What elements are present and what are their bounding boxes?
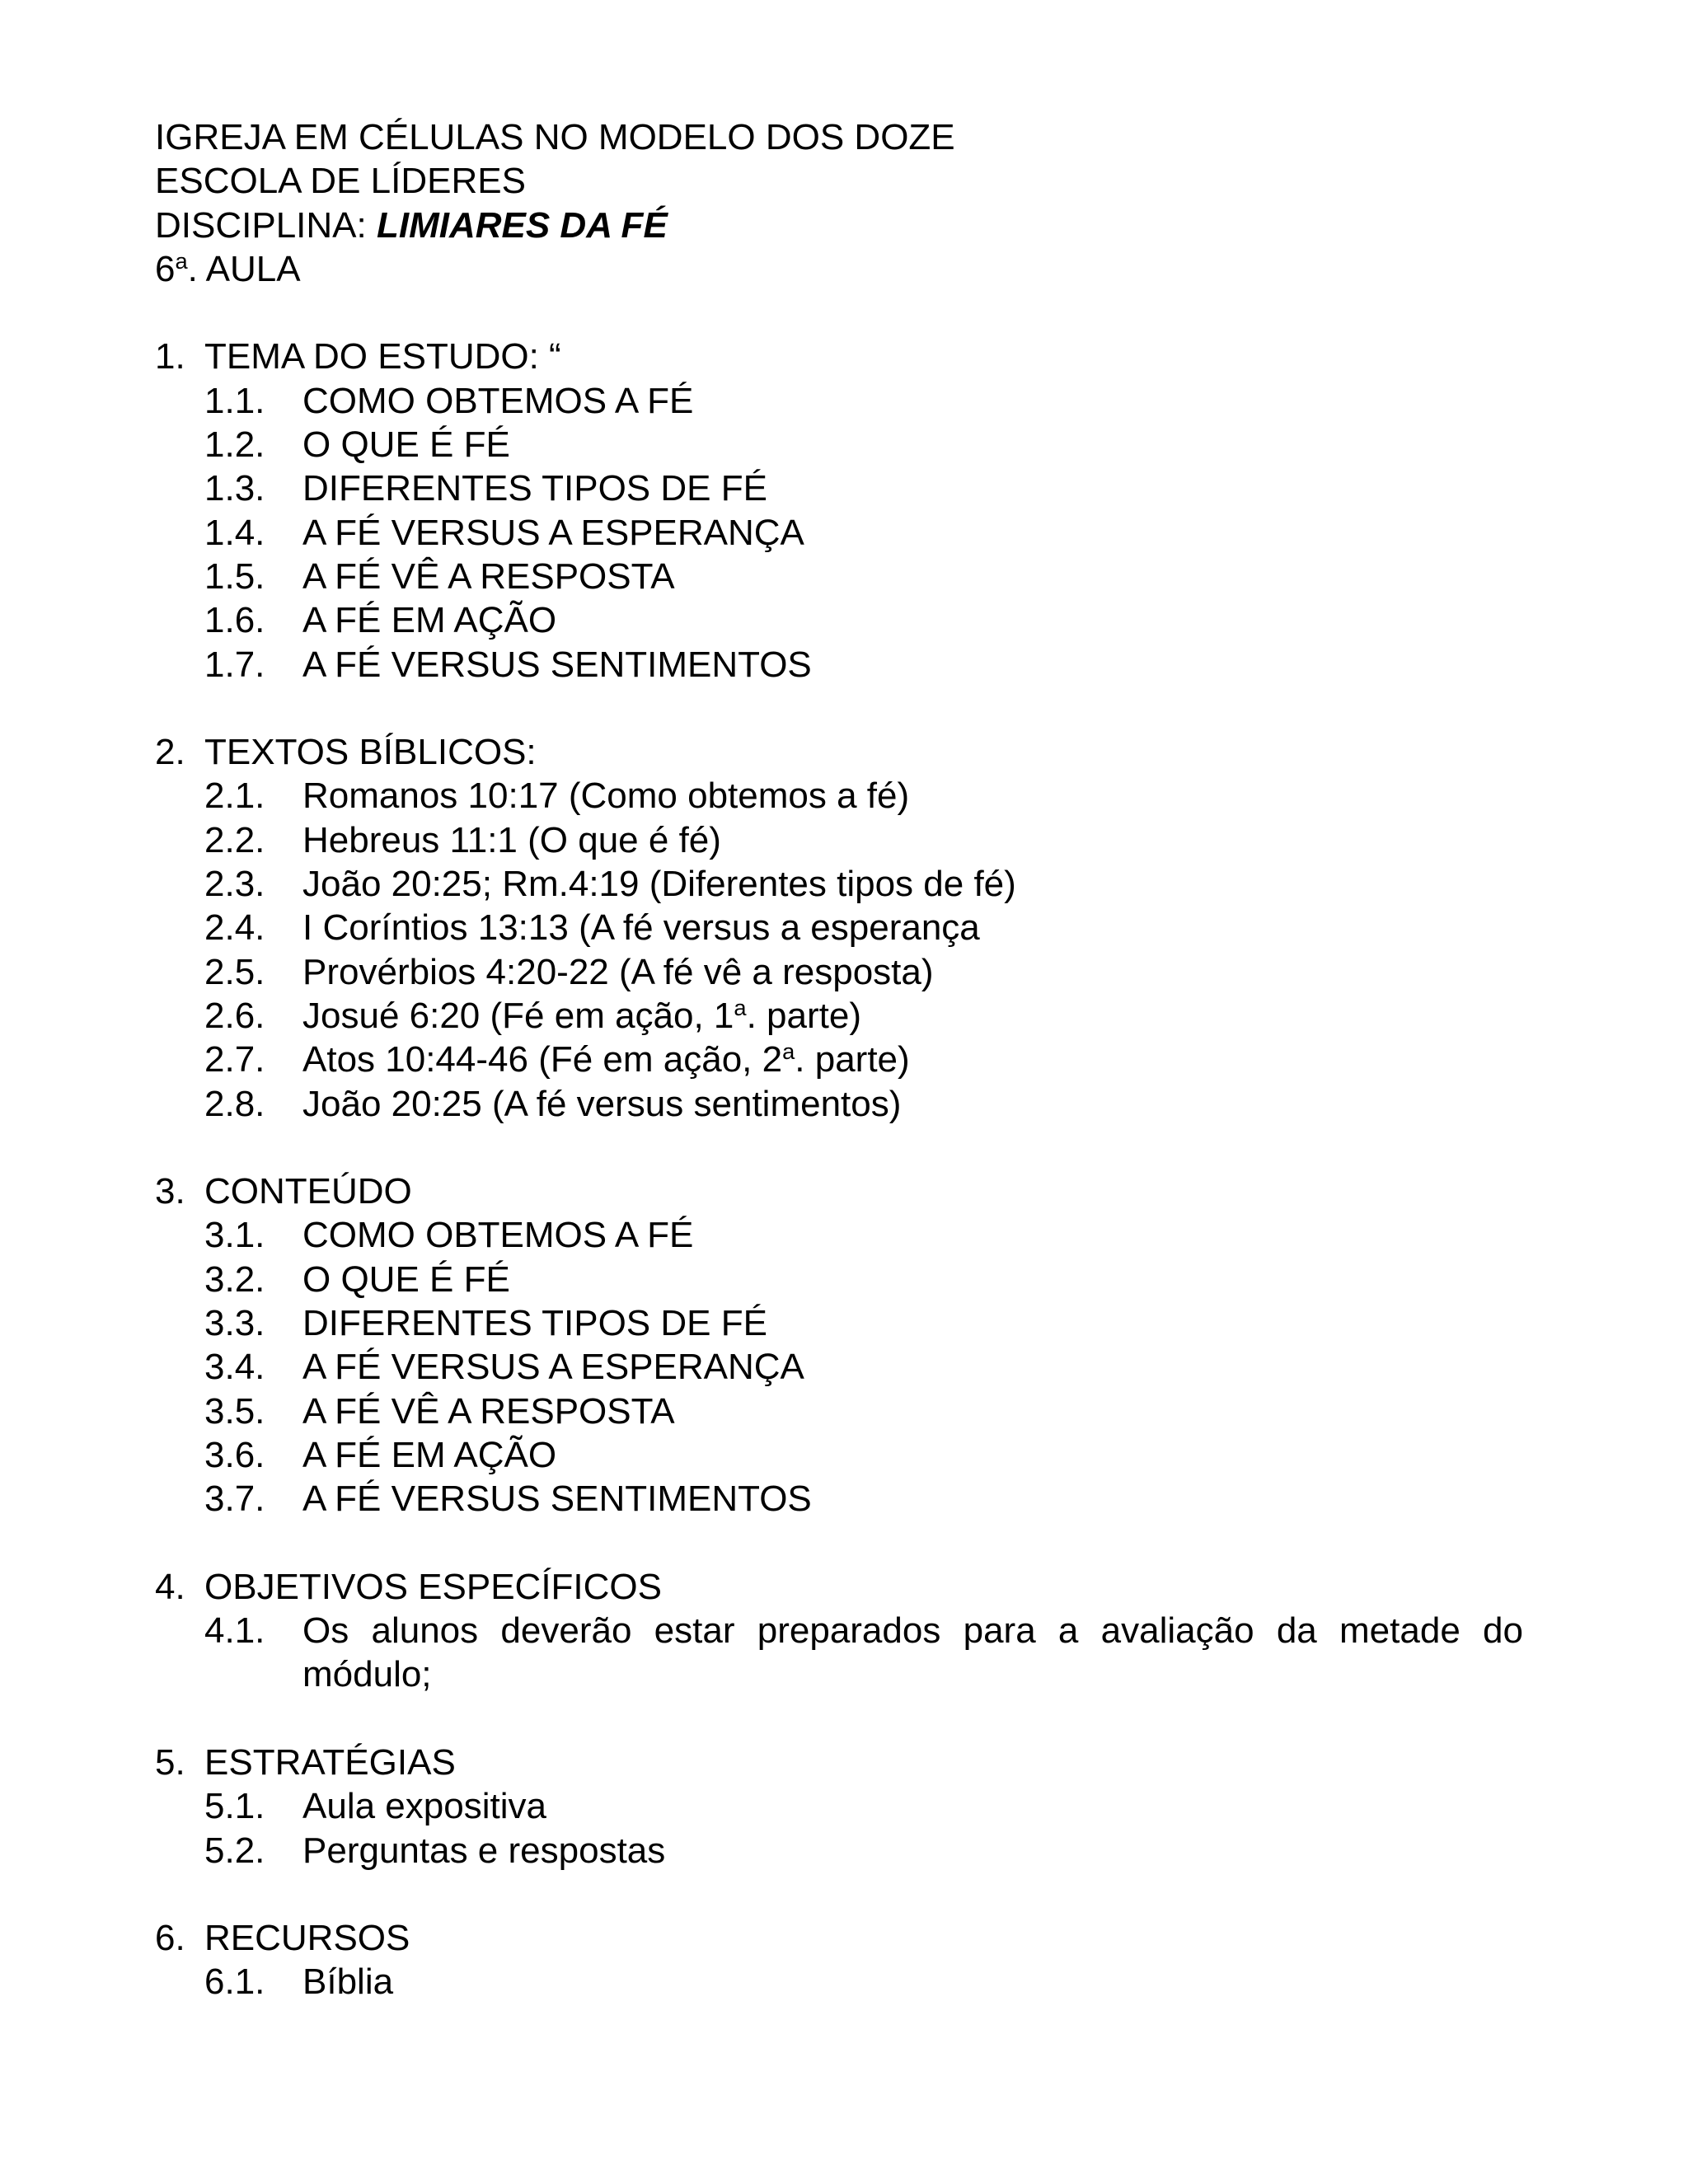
- item-text: A FÉ VERSUS SENTIMENTOS: [302, 1479, 812, 1520]
- item-text: A FÉ EM AÇÃO: [302, 600, 557, 641]
- section-number: 2.: [155, 732, 185, 773]
- list-item: [204, 1038, 1523, 1081]
- item-text: O QUE É FÉ: [302, 424, 510, 466]
- item-number: 2.6.: [204, 995, 265, 1036]
- section-title: ESTRATÉGIAS: [204, 1741, 456, 1783]
- item-number: 1.7.: [204, 644, 265, 685]
- list-item: [204, 774, 1523, 818]
- list-item: [204, 1301, 1523, 1345]
- item-text: João 20:25; Rm.4:19 (Diferentes tipos de fé): [302, 864, 1016, 905]
- list-item: [204, 1390, 1523, 1433]
- item-number: 3.5.: [204, 1390, 265, 1432]
- discipline-name: LIMIARES DA FÉ: [376, 204, 668, 246]
- item-text-post: . parte): [746, 995, 861, 1036]
- item-text: A FÉ VERSUS SENTIMENTOS: [302, 644, 812, 685]
- item-text: COMO OBTEMOS A FÉ: [302, 1215, 694, 1256]
- section-heading: [155, 1741, 1523, 1784]
- item-text: Aula expositiva: [302, 1786, 546, 1827]
- item-text: I Coríntios 13:13 (A fé versus a esperança: [302, 907, 980, 949]
- list-item: [204, 466, 1523, 510]
- section-number: 3.: [155, 1171, 185, 1212]
- list-item: [204, 1258, 1523, 1301]
- section-title: TEXTOS BÍBLICOS:: [204, 732, 537, 773]
- section-heading: [155, 1565, 1523, 1609]
- section-number: 1.: [155, 336, 185, 377]
- item-text: [302, 994, 1523, 1038]
- list-item: [204, 1345, 1523, 1389]
- item-text-pre: Josué 6:20 (Fé em ação, 1: [302, 995, 734, 1036]
- item-number: 3.3.: [204, 1303, 265, 1344]
- section-number: 5.: [155, 1741, 185, 1783]
- church-name: IGREJA EM CÉLULAS NO MODELO DOS DOZE: [155, 117, 955, 157]
- item-text: [302, 1038, 1523, 1081]
- list-item: [204, 1213, 1523, 1257]
- item-text: Perguntas e respostas: [302, 1830, 666, 1871]
- item-number: 1.6.: [204, 600, 265, 641]
- item-text: Bíblia: [302, 1961, 394, 2003]
- item-text: A FÉ VERSUS A ESPERANÇA: [302, 1347, 804, 1388]
- item-text: DIFERENTES TIPOS DE FÉ: [302, 1303, 767, 1344]
- list-item: [204, 511, 1523, 555]
- item-number: 1.3.: [204, 468, 265, 509]
- section-title: OBJETIVOS ESPECÍFICOS: [204, 1566, 663, 1607]
- list-item: [204, 598, 1523, 642]
- item-ordinal: a: [734, 994, 747, 1020]
- list-item: [204, 1829, 1523, 1872]
- list-item: [204, 818, 1523, 862]
- section-heading: [155, 1169, 1523, 1213]
- lesson-suffix: . AULA: [187, 248, 301, 289]
- item-ordinal: a: [782, 1038, 795, 1065]
- item-number: 2.7.: [204, 1039, 265, 1080]
- item-number: 1.1.: [204, 380, 265, 421]
- item-number: 2.8.: [204, 1083, 265, 1124]
- section-heading: [155, 335, 1523, 378]
- item-text-post: . parte): [795, 1039, 910, 1080]
- item-text: DIFERENTES TIPOS DE FÉ: [302, 468, 767, 509]
- list-item: [204, 1960, 1523, 2004]
- section-heading: [155, 1916, 1523, 1960]
- item-text: Provérbios 4:20-22 (A fé vê a resposta): [302, 951, 934, 992]
- item-text: A FÉ VERSUS A ESPERANÇA: [302, 512, 804, 553]
- section-number: 4.: [155, 1566, 185, 1607]
- discipline-line: [155, 204, 1523, 247]
- item-number: 2.4.: [204, 907, 265, 949]
- item-number: 1.5.: [204, 555, 265, 597]
- item-text: A FÉ VÊ A RESPOSTA: [302, 1390, 675, 1432]
- section-title: RECURSOS: [204, 1918, 410, 1959]
- item-number: 1.2.: [204, 424, 265, 466]
- item-text: Os alunos deverão estar preparados para a avaliação da metade do módulo;: [302, 1610, 1523, 1695]
- list-item: [204, 1784, 1523, 1828]
- discipline-label: DISCIPLINA:: [155, 204, 377, 246]
- item-text: A FÉ EM AÇÃO: [302, 1434, 557, 1475]
- item-number: 3.1.: [204, 1215, 265, 1256]
- list-item: [204, 950, 1523, 994]
- item-number: 5.2.: [204, 1830, 265, 1871]
- list-item: [204, 1609, 1523, 1697]
- list-item: [204, 862, 1523, 906]
- list-item: [204, 1433, 1523, 1477]
- list-item: [204, 1477, 1523, 1521]
- item-number: 6.1.: [204, 1961, 265, 2003]
- lesson-ordinal: a: [175, 247, 188, 274]
- item-text: Romanos 10:17 (Como obtemos a fé): [302, 776, 910, 817]
- item-number: 2.3.: [204, 864, 265, 905]
- school-name: ESCOLA DE LÍDERES: [155, 161, 526, 202]
- list-item: [204, 643, 1523, 687]
- item-number: 3.7.: [204, 1479, 265, 1520]
- item-number: 2.5.: [204, 951, 265, 992]
- item-text: O QUE É FÉ: [302, 1258, 510, 1300]
- list-item: [204, 423, 1523, 466]
- item-number: 4.1.: [204, 1610, 265, 1652]
- item-text: João 20:25 (A fé versus sentimentos): [302, 1083, 902, 1124]
- item-number: 3.6.: [204, 1434, 265, 1475]
- list-item: [204, 555, 1523, 598]
- section-title: TEMA DO ESTUDO: “: [204, 336, 561, 377]
- lesson-number: 6: [155, 248, 176, 289]
- list-item: [204, 906, 1523, 949]
- section-title: CONTEÚDO: [204, 1171, 412, 1212]
- document-page: [155, 115, 1523, 2004]
- item-number: 2.2.: [204, 819, 265, 860]
- item-text: COMO OBTEMOS A FÉ: [302, 380, 694, 421]
- section-heading: [155, 730, 1523, 774]
- list-item: [204, 1082, 1523, 1126]
- item-number: 2.1.: [204, 776, 265, 817]
- lesson-line: [155, 247, 1523, 291]
- list-item: [204, 994, 1523, 1038]
- item-text: A FÉ VÊ A RESPOSTA: [302, 555, 675, 597]
- section-number: 6.: [155, 1918, 185, 1959]
- item-number: 5.1.: [204, 1786, 265, 1827]
- item-text: Hebreus 11:1 (O que é fé): [302, 819, 721, 860]
- list-item: [204, 379, 1523, 423]
- item-number: 1.4.: [204, 512, 265, 553]
- item-text-pre: Atos 10:44-46 (Fé em ação, 2: [302, 1039, 783, 1080]
- item-number: 3.2.: [204, 1258, 265, 1300]
- item-number: 3.4.: [204, 1347, 265, 1388]
